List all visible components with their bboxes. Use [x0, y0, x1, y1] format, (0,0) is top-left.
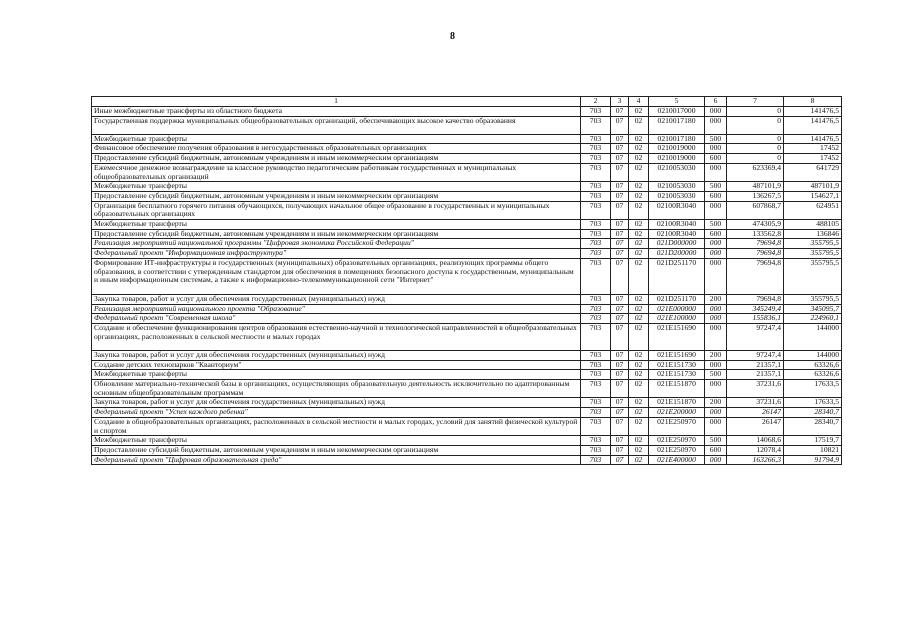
section-code-cell: 07 — [611, 249, 629, 259]
amount-year1-cell: 26147 — [727, 417, 784, 435]
ministry-code-cell: 703 — [581, 191, 611, 201]
amount-year1-cell: 607868,7 — [727, 201, 784, 219]
expense-type-cell: 000 — [705, 116, 727, 134]
amount-year1-cell: 26147 — [727, 408, 784, 418]
ministry-code-cell: 703 — [581, 398, 611, 408]
ministry-code-cell: 703 — [581, 360, 611, 370]
table-row — [92, 249, 842, 259]
subsection-code-cell: 02 — [629, 144, 649, 154]
ministry-code-cell: 703 — [581, 258, 611, 294]
table-row — [92, 116, 842, 134]
ministry-code-cell: 703 — [581, 380, 611, 398]
expense-type-cell: 600 — [705, 154, 727, 164]
amount-year1-cell: 21357,1 — [727, 360, 784, 370]
subsection-code-cell: 02 — [629, 239, 649, 249]
ministry-code-cell: 703 — [581, 370, 611, 380]
expense-type-cell: 000 — [705, 239, 727, 249]
amount-year1-cell: 12078,4 — [727, 445, 784, 455]
subsection-code-cell: 02 — [629, 360, 649, 370]
ministry-code-cell: 703 — [581, 182, 611, 192]
amount-year2-cell: 141476,5 — [784, 116, 842, 134]
item-name-cell: Закупка товаров, работ и услуг для обеспечения государственных (муниципальных) нужд — [92, 398, 581, 408]
item-name-cell: Предоставление субсидий бюджетным, автономным учреждениям и иным некоммерческим организациям — [92, 229, 581, 239]
section-code-cell: 07 — [611, 116, 629, 134]
table-row — [92, 304, 842, 314]
item-name-cell: Предоставление субсидий бюджетным, автономным учреждениям и иным некоммерческим организациям — [92, 154, 581, 164]
table-row — [92, 380, 842, 398]
subsection-code-cell: 02 — [629, 380, 649, 398]
section-code-cell: 07 — [611, 182, 629, 192]
ministry-code-cell: 703 — [581, 154, 611, 164]
amount-year1-cell: 79694,8 — [727, 239, 784, 249]
table-row — [92, 294, 842, 304]
target-article-cell: 021D251170 — [649, 258, 705, 294]
subsection-code-cell: 02 — [629, 201, 649, 219]
amount-year1-cell: 37231,6 — [727, 398, 784, 408]
expense-type-cell: 000 — [705, 314, 727, 324]
target-article-cell: 0210053030 — [649, 182, 705, 192]
header-cell: 4 — [629, 97, 649, 107]
table-row — [92, 154, 842, 164]
target-article-cell: 0210053030 — [649, 191, 705, 201]
table-row — [92, 258, 842, 294]
expense-type-cell: 000 — [705, 408, 727, 418]
item-name-cell: Создание в общеобразовательных организациях, расположенных в сельской местности и малых городах, условий для занятий физической культурой и спортом — [92, 417, 581, 435]
header-cell: 7 — [727, 97, 784, 107]
target-article-cell: 021E250970 — [649, 445, 705, 455]
target-article-cell: 021E151870 — [649, 380, 705, 398]
item-name-cell: Межбюджетные трансферты — [92, 220, 581, 230]
item-name-cell: Обновление материально-технической базы в организациях, осуществляющих образовательную деятельность исключительно по адаптированным основным общеобразовательным программам — [92, 380, 581, 398]
amount-year2-cell: 17452 — [784, 144, 842, 154]
table-row — [92, 182, 842, 192]
amount-year2-cell: 17633,5 — [784, 398, 842, 408]
target-article-cell: 021E151730 — [649, 360, 705, 370]
target-article-cell: 021E250970 — [649, 436, 705, 446]
table-row — [92, 107, 842, 117]
item-name-cell: Реализация мероприятий национального проекта "Образование" — [92, 304, 581, 314]
table-row — [92, 314, 842, 324]
table-row — [92, 239, 842, 249]
ministry-code-cell: 703 — [581, 294, 611, 304]
amount-year2-cell: 17452 — [784, 154, 842, 164]
subsection-code-cell: 02 — [629, 154, 649, 164]
amount-year2-cell: 28340,7 — [784, 417, 842, 435]
ministry-code-cell: 703 — [581, 417, 611, 435]
subsection-code-cell: 02 — [629, 408, 649, 418]
table-row — [92, 360, 842, 370]
item-name-cell: Федеральный проект "Информационная инфраструктура" — [92, 249, 581, 259]
amount-year2-cell: 355795,5 — [784, 294, 842, 304]
amount-year1-cell: 345249,4 — [727, 304, 784, 314]
amount-year2-cell: 17633,5 — [784, 380, 842, 398]
subsection-code-cell: 02 — [629, 350, 649, 360]
amount-year1-cell: 0 — [727, 116, 784, 134]
expense-type-cell: 200 — [705, 398, 727, 408]
item-name-cell: Федеральный проект "Современная школа" — [92, 314, 581, 324]
table-row — [92, 408, 842, 418]
amount-year2-cell: 10821 — [784, 445, 842, 455]
expense-type-cell: 000 — [705, 360, 727, 370]
ministry-code-cell: 703 — [581, 304, 611, 314]
table-row — [92, 436, 842, 446]
expense-type-cell: 500 — [705, 134, 727, 144]
budget-table — [91, 96, 842, 465]
item-name-cell: Создание детских технопарков "Кванториум" — [92, 360, 581, 370]
table-row — [92, 201, 842, 219]
subsection-code-cell: 02 — [629, 191, 649, 201]
target-article-cell: 021E000000 — [649, 304, 705, 314]
ministry-code-cell: 703 — [581, 249, 611, 259]
subsection-code-cell: 02 — [629, 417, 649, 435]
expense-type-cell: 600 — [705, 229, 727, 239]
target-article-cell: 0210017180 — [649, 134, 705, 144]
target-article-cell: 021E250970 — [649, 417, 705, 435]
target-article-cell: 02100R3040 — [649, 201, 705, 219]
section-code-cell: 07 — [611, 239, 629, 249]
subsection-code-cell: 02 — [629, 314, 649, 324]
amount-year1-cell: 79694,8 — [727, 258, 784, 294]
item-name-cell: Предоставление субсидий бюджетным, автономным учреждениям и иным некоммерческим организациям — [92, 445, 581, 455]
amount-year1-cell: 0 — [727, 154, 784, 164]
item-name-cell: Межбюджетные трансферты — [92, 370, 581, 380]
amount-year1-cell: 474305,9 — [727, 220, 784, 230]
header-row — [92, 97, 842, 107]
header-cell: 3 — [611, 97, 629, 107]
subsection-code-cell: 02 — [629, 163, 649, 181]
table-row — [92, 323, 842, 350]
amount-year2-cell: 17519,7 — [784, 436, 842, 446]
section-code-cell: 07 — [611, 380, 629, 398]
section-code-cell: 07 — [611, 360, 629, 370]
amount-year2-cell: 63326,6 — [784, 360, 842, 370]
item-name-cell: Межбюджетные трансферты — [92, 134, 581, 144]
section-code-cell: 07 — [611, 229, 629, 239]
subsection-code-cell: 02 — [629, 258, 649, 294]
amount-year2-cell: 487101,9 — [784, 182, 842, 192]
ministry-code-cell: 703 — [581, 436, 611, 446]
amount-year1-cell: 0 — [727, 134, 784, 144]
subsection-code-cell: 02 — [629, 370, 649, 380]
section-code-cell: 07 — [611, 455, 629, 465]
subsection-code-cell: 02 — [629, 116, 649, 134]
amount-year2-cell: 63326,6 — [784, 370, 842, 380]
ministry-code-cell: 703 — [581, 201, 611, 219]
expense-type-cell: 000 — [705, 144, 727, 154]
table-row — [92, 163, 842, 181]
section-code-cell: 07 — [611, 201, 629, 219]
amount-year2-cell: 28340,7 — [784, 408, 842, 418]
ministry-code-cell: 703 — [581, 107, 611, 117]
target-article-cell: 021E200000 — [649, 408, 705, 418]
section-code-cell: 07 — [611, 314, 629, 324]
section-code-cell: 07 — [611, 107, 629, 117]
item-name-cell: Иные межбюджетные трансферты из областного бюджета — [92, 107, 581, 117]
section-code-cell: 07 — [611, 163, 629, 181]
target-article-cell: 021E151870 — [649, 398, 705, 408]
amount-year2-cell: 136846 — [784, 229, 842, 239]
target-article-cell: 021E400000 — [649, 455, 705, 465]
expense-type-cell: 000 — [705, 201, 727, 219]
subsection-code-cell: 02 — [629, 134, 649, 144]
item-name-cell: Формирование ИТ-инфраструктуры в государственных (муниципальных) образовательных организациях, реализующих программы общего образования, в соответствии с утвержденным стандартом для обеспечения в помещениях безопасного доступа к государственным, муниципальным и иным информационным системам, а также к информационно-телекоммуникационной сети "Интернет" — [92, 258, 581, 294]
expense-type-cell: 000 — [705, 380, 727, 398]
subsection-code-cell: 02 — [629, 182, 649, 192]
target-article-cell: 021E151690 — [649, 350, 705, 360]
amount-year2-cell: 355795,5 — [784, 249, 842, 259]
amount-year2-cell: 624951 — [784, 201, 842, 219]
amount-year1-cell: 21357,1 — [727, 370, 784, 380]
amount-year2-cell: 488105 — [784, 220, 842, 230]
ministry-code-cell: 703 — [581, 455, 611, 465]
expense-type-cell: 500 — [705, 436, 727, 446]
subsection-code-cell: 02 — [629, 455, 649, 465]
amount-year1-cell: 97247,4 — [727, 350, 784, 360]
section-code-cell: 07 — [611, 408, 629, 418]
amount-year2-cell: 91794,9 — [784, 455, 842, 465]
amount-year1-cell: 79694,8 — [727, 249, 784, 259]
item-name-cell: Федеральный проект "Успех каждого ребенка" — [92, 408, 581, 418]
target-article-cell: 021D200000 — [649, 249, 705, 259]
amount-year1-cell: 623369,4 — [727, 163, 784, 181]
subsection-code-cell: 02 — [629, 229, 649, 239]
target-article-cell: 0210017000 — [649, 107, 705, 117]
amount-year1-cell: 155836,1 — [727, 314, 784, 324]
ministry-code-cell: 703 — [581, 134, 611, 144]
target-article-cell: 021E100000 — [649, 314, 705, 324]
table-row — [92, 350, 842, 360]
table-row — [92, 220, 842, 230]
amount-year2-cell: 355795,5 — [784, 239, 842, 249]
target-article-cell: 021D251170 — [649, 294, 705, 304]
expense-type-cell: 000 — [705, 304, 727, 314]
item-name-cell: Закупка товаров, работ и услуг для обеспечения государственных (муниципальных) нужд — [92, 350, 581, 360]
amount-year1-cell: 136267,5 — [727, 191, 784, 201]
table-row — [92, 445, 842, 455]
subsection-code-cell: 02 — [629, 436, 649, 446]
item-name-cell: Организация бесплатного горячего питания обучающихся, получающих начальное общее образование в государственных и муниципальных образовательных организациях — [92, 201, 581, 219]
section-code-cell: 07 — [611, 350, 629, 360]
amount-year1-cell: 163266,3 — [727, 455, 784, 465]
section-code-cell: 07 — [611, 417, 629, 435]
target-article-cell: 0210017180 — [649, 116, 705, 134]
table-row — [92, 417, 842, 435]
subsection-code-cell: 02 — [629, 323, 649, 350]
subsection-code-cell: 02 — [629, 294, 649, 304]
amount-year2-cell: 144000 — [784, 350, 842, 360]
subsection-code-cell: 02 — [629, 249, 649, 259]
item-name-cell: Создание и обеспечение функционирования центров образования естественно-научной и технологической направленностей в общеобразовательных организациях, расположенных в сельской местности и малых городах — [92, 323, 581, 350]
amount-year2-cell: 355795,5 — [784, 258, 842, 294]
expense-type-cell: 000 — [705, 107, 727, 117]
target-article-cell: 021D000000 — [649, 239, 705, 249]
amount-year2-cell: 141476,5 — [784, 107, 842, 117]
amount-year1-cell: 0 — [727, 144, 784, 154]
table-row — [92, 229, 842, 239]
ministry-code-cell: 703 — [581, 229, 611, 239]
ministry-code-cell: 703 — [581, 314, 611, 324]
table-row — [92, 144, 842, 154]
item-name-cell: Предоставление субсидий бюджетным, автономным учреждениям и иным некоммерческим организациям — [92, 191, 581, 201]
ministry-code-cell: 703 — [581, 144, 611, 154]
ministry-code-cell: 703 — [581, 350, 611, 360]
section-code-cell: 07 — [611, 436, 629, 446]
ministry-code-cell: 703 — [581, 163, 611, 181]
amount-year1-cell: 133562,8 — [727, 229, 784, 239]
subsection-code-cell: 02 — [629, 304, 649, 314]
section-code-cell: 07 — [611, 304, 629, 314]
ministry-code-cell: 703 — [581, 220, 611, 230]
subsection-code-cell: 02 — [629, 398, 649, 408]
ministry-code-cell: 703 — [581, 239, 611, 249]
ministry-code-cell: 703 — [581, 116, 611, 134]
target-article-cell: 02100R3040 — [649, 229, 705, 239]
section-code-cell: 07 — [611, 398, 629, 408]
ministry-code-cell: 703 — [581, 408, 611, 418]
amount-year1-cell: 487101,9 — [727, 182, 784, 192]
expense-type-cell: 000 — [705, 417, 727, 435]
target-article-cell: 0210019000 — [649, 154, 705, 164]
header-cell: 8 — [784, 97, 842, 107]
amount-year2-cell: 141476,5 — [784, 134, 842, 144]
expense-type-cell: 000 — [705, 258, 727, 294]
subsection-code-cell: 02 — [629, 445, 649, 455]
amount-year1-cell: 97247,4 — [727, 323, 784, 350]
table-row — [92, 455, 842, 465]
expense-type-cell: 200 — [705, 350, 727, 360]
amount-year1-cell: 79694,8 — [727, 294, 784, 304]
target-article-cell: 02100R3040 — [649, 220, 705, 230]
amount-year2-cell: 345095,7 — [784, 304, 842, 314]
section-code-cell: 07 — [611, 294, 629, 304]
amount-year1-cell: 0 — [727, 107, 784, 117]
expense-type-cell: 000 — [705, 163, 727, 181]
item-name-cell: Федеральный проект "Цифровая образовательная среда" — [92, 455, 581, 465]
section-code-cell: 07 — [611, 191, 629, 201]
amount-year2-cell: 144000 — [784, 323, 842, 350]
amount-year1-cell: 14068,6 — [727, 436, 784, 446]
ministry-code-cell: 703 — [581, 445, 611, 455]
amount-year2-cell: 154627,1 — [784, 191, 842, 201]
expense-type-cell: 500 — [705, 182, 727, 192]
expense-type-cell: 200 — [705, 294, 727, 304]
expense-type-cell: 600 — [705, 191, 727, 201]
table-row — [92, 191, 842, 201]
section-code-cell: 07 — [611, 134, 629, 144]
ministry-code-cell: 703 — [581, 323, 611, 350]
table-row — [92, 134, 842, 144]
item-name-cell: Межбюджетные трансферты — [92, 436, 581, 446]
section-code-cell: 07 — [611, 154, 629, 164]
target-article-cell: 021E151690 — [649, 323, 705, 350]
section-code-cell: 07 — [611, 445, 629, 455]
target-article-cell: 0210053030 — [649, 163, 705, 181]
item-name-cell: Ежемесячное денежное вознаграждение за классное руководство педагогическим работникам государственных и муниципальных общеобразовательных организаций — [92, 163, 581, 181]
page-number: 8 — [450, 31, 455, 42]
target-article-cell: 0210019000 — [649, 144, 705, 154]
expense-type-cell: 000 — [705, 323, 727, 350]
target-article-cell: 021E151730 — [649, 370, 705, 380]
expense-type-cell: 600 — [705, 445, 727, 455]
subsection-code-cell: 02 — [629, 220, 649, 230]
section-code-cell: 07 — [611, 370, 629, 380]
header-cell: 2 — [581, 97, 611, 107]
item-name-cell: Закупка товаров, работ и услуг для обеспечения государственных (муниципальных) нужд — [92, 294, 581, 304]
amount-year2-cell: 641729 — [784, 163, 842, 181]
amount-year1-cell: 37231,6 — [727, 380, 784, 398]
table-row — [92, 370, 842, 380]
header-cell: 6 — [705, 97, 727, 107]
item-name-cell: Финансовое обеспечение получения образования в негосударственных образовательных организациях — [92, 144, 581, 154]
header-cell: 1 — [92, 97, 581, 107]
item-name-cell: Межбюджетные трансферты — [92, 182, 581, 192]
table-row — [92, 398, 842, 408]
expense-type-cell: 000 — [705, 249, 727, 259]
section-code-cell: 07 — [611, 258, 629, 294]
section-code-cell: 07 — [611, 323, 629, 350]
subsection-code-cell: 02 — [629, 107, 649, 117]
section-code-cell: 07 — [611, 144, 629, 154]
expense-type-cell: 500 — [705, 220, 727, 230]
amount-year2-cell: 224960,1 — [784, 314, 842, 324]
item-name-cell: Реализация мероприятий национальной программы "Цифровая экономика Российской Федерации" — [92, 239, 581, 249]
header-cell: 5 — [649, 97, 705, 107]
expense-type-cell: 000 — [705, 455, 727, 465]
item-name-cell: Государственная поддержка муниципальных общеобразовательных организаций, обеспечивающих высокое качество образования — [92, 116, 581, 134]
expense-type-cell: 500 — [705, 370, 727, 380]
section-code-cell: 07 — [611, 220, 629, 230]
